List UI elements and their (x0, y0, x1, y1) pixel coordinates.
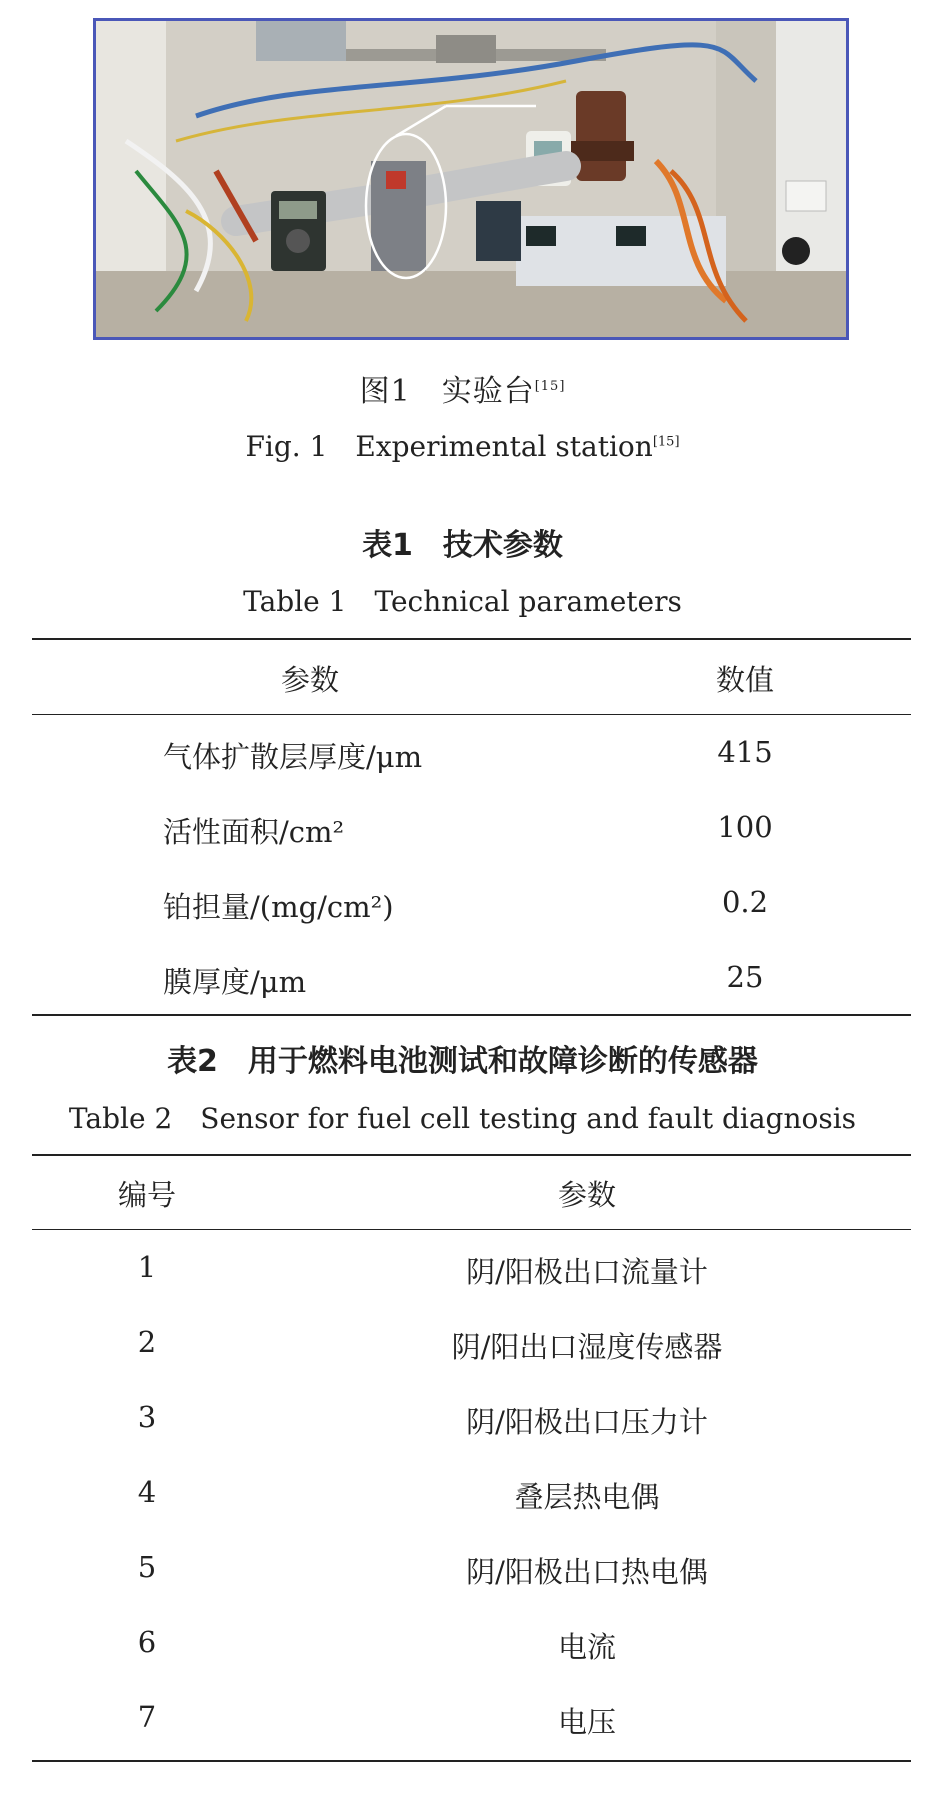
table2-row-no: 7 (137, 1700, 157, 1734)
figure-caption-cn-ref: [15] (534, 379, 566, 394)
table2-row-param: 阴/阳极出口热电偶 (466, 1555, 708, 1589)
figure-caption-cn-text: 图1 实验台 (359, 374, 535, 409)
table2-row-param: 电压 (557, 1705, 617, 1739)
table1-row-param: 气体扩散层厚度/μm (163, 740, 423, 774)
table1-header-param: 参数 (280, 663, 340, 697)
table1-top-rule (32, 638, 911, 640)
table2-row-param: 电流 (557, 1630, 617, 1664)
figure-caption-en-ref: [15] (652, 434, 680, 450)
table2-title-cn: 表2 用于燃料电池测试和故障诊断的传感器 (167, 1044, 758, 1079)
table1-row-value: 25 (726, 960, 764, 994)
figure-caption-en (0, 425, 925, 465)
table2-row-no: 6 (137, 1625, 157, 1659)
table1-header-value: 数值 (715, 663, 775, 697)
table1-row-param: 铂担量/(mg/cm²) (163, 890, 394, 924)
table1-row-value: 0.2 (721, 885, 769, 919)
figure-caption-cn (0, 366, 925, 410)
table1-row-value: 415 (717, 735, 773, 769)
table1-title-en: Table 1 Technical parameters (243, 585, 682, 618)
table2-row-param: 阴/阳极出口流量计 (466, 1255, 708, 1289)
table2-row-no: 1 (137, 1250, 157, 1284)
photo-illustration (96, 21, 846, 337)
table2-header-rule (32, 1229, 911, 1230)
table1-bottom-rule (32, 1014, 911, 1016)
table2-header-no: 编号 (117, 1178, 177, 1212)
table1-row-param: 活性面积/cm² (163, 815, 345, 849)
table1-row-param: 膜厚度/μm (163, 965, 307, 999)
table2-row-param: 阴/阳出口湿度传感器 (451, 1330, 723, 1364)
table2-row-no: 4 (137, 1475, 157, 1509)
table2-row-no: 3 (137, 1400, 157, 1434)
figure-caption-en-text: Fig. 1 Experimental station (245, 430, 653, 463)
table1-row-value: 100 (717, 810, 773, 844)
table2-title-en: Table 2 Sensor for fuel cell testing and fault diagnosis (68, 1102, 857, 1135)
table2-row-no: 5 (137, 1550, 157, 1584)
table2-row-no: 2 (137, 1325, 157, 1359)
table1-title-cn: 表1 技术参数 (362, 528, 563, 563)
table2-header-param: 参数 (557, 1178, 617, 1212)
experimental-station-photo (93, 18, 849, 340)
table2-top-rule (32, 1154, 911, 1156)
table2-bottom-rule (32, 1760, 911, 1762)
table2-row-param: 阴/阳极出口压力计 (466, 1405, 708, 1439)
table1-header-rule (32, 714, 911, 715)
table2-row-param: 叠层热电偶 (514, 1480, 660, 1514)
